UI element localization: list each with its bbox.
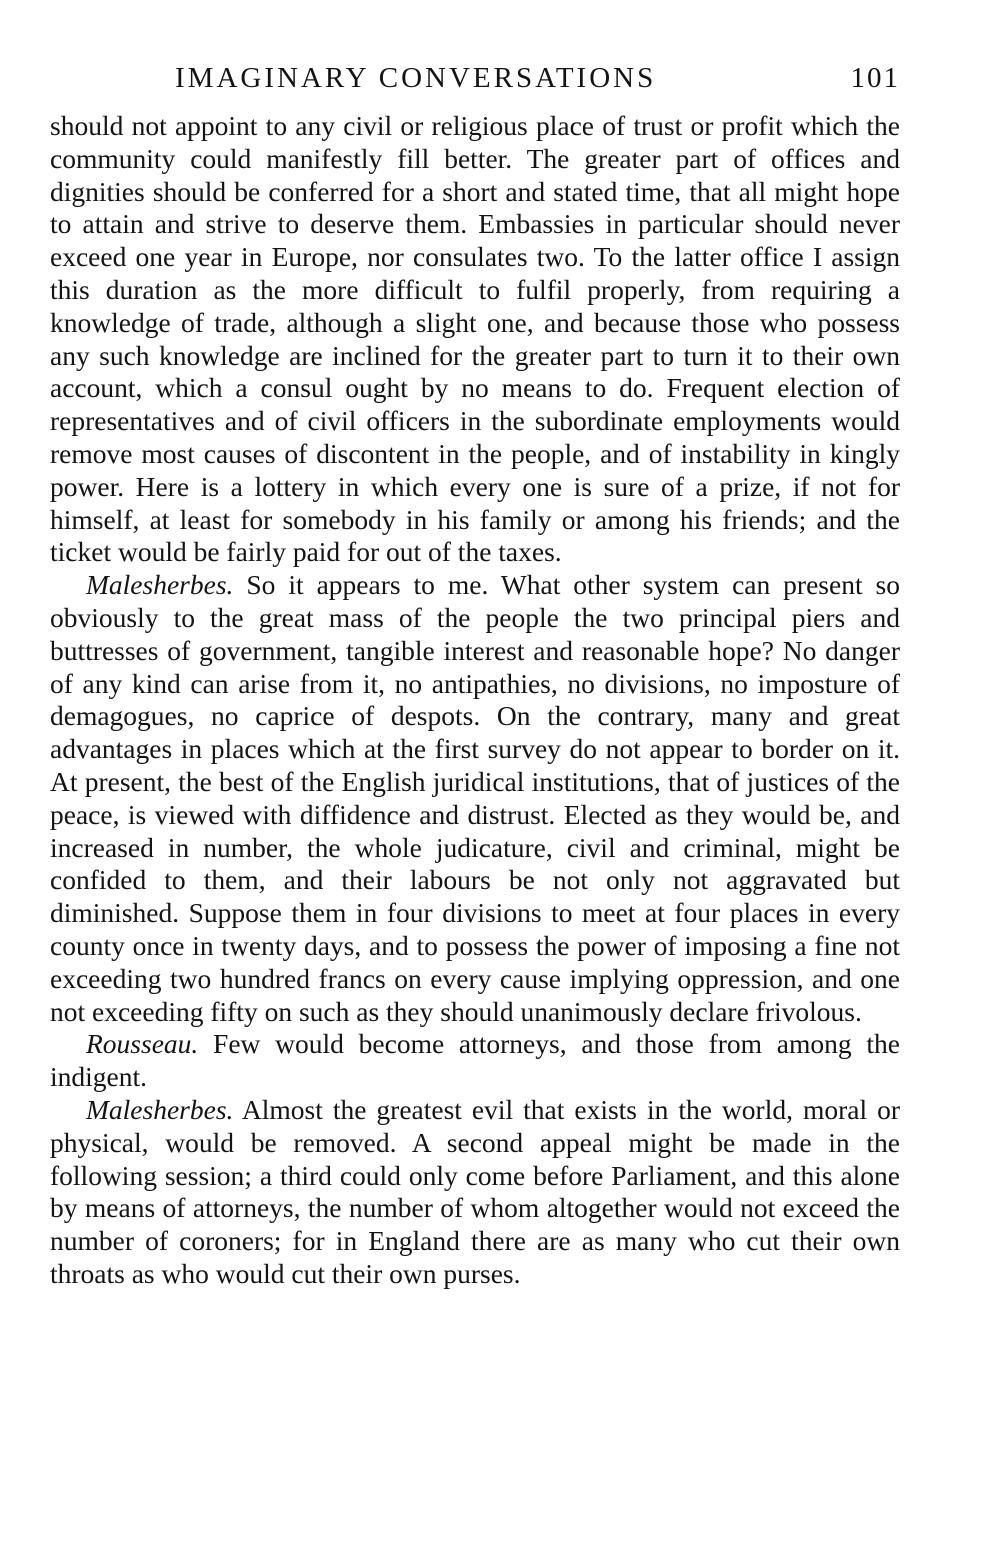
- paragraph: [50, 1094, 900, 1291]
- page-number: 101: [850, 62, 900, 94]
- paragraph-text: So it appears to me. What other system can present so obviously to the great mass of the people the two principal piers and buttresses of government, tangible interest and reasonable hope? No danger of any kind can arise from it, no antipathies, no divisions, no imposture of demagogues, no caprice of despots. On the contrary, many and great advantages in places which at the first survey do not appear to border on it. At present, the best of the English juridical institutions, that of justices of the peace, is viewed with diffidence and distrust. Elected as they would be, and increased in number, the whole judicature, civil and criminal, might be confided to them, and their labours be not only not aggravated but diminished. Suppose them in four divisions to meet at four places in every county once in twenty days, and to possess the power of imposing a fine not exceeding two hundred francs on every cause implying oppression, and one not exceeding fifty on such as they should unanimously declare frivolous.: [50, 569, 901, 1027]
- paragraph: [50, 569, 900, 1028]
- paragraph-text: Few would become attorneys, and those from among the indigent.: [50, 1028, 900, 1093]
- paragraph: [50, 1028, 900, 1094]
- body-text: [50, 110, 900, 1291]
- speaker-name: Malesherbes.: [86, 1093, 234, 1125]
- running-title: IMAGINARY CONVERSATIONS: [175, 62, 657, 94]
- paragraph-text: should not appoint to any civil or religious place of trust or profit which the community could manifestly fill better. The greater part of offices and dignities should be conferred for a short and stated time, that all might hope to attain and strive to deserve them. Embassies in particular should never exceed one year in Europe, nor consulates two. To the latter office I assign this duration as the more difficult to fulfil properly, from requiring a knowledge of trade, although a slight one, and because those who possess any such knowledge are inclined for the greater part to turn it to their own account, which a consul ought by no means to do. Frequent election of representatives and of civil officers in the subordinate employments would remove most causes of discontent in the people, and of instability in kingly power. Here is a lottery in which every one is sure of a prize, if not for himself, at least for somebody in his family or among his friends; and the ticket would be fairly paid for out of the taxes.: [50, 110, 900, 568]
- speaker-name: Malesherbes.: [86, 569, 234, 601]
- book-page: [50, 58, 900, 1291]
- paragraph: [50, 110, 900, 569]
- paragraph-text: Almost the greatest evil that exists in the world, moral or physical, would be removed. A second appeal might be made in the following session; a third could only come before Parliament, and this alone by means of attorneys, the number of whom altogether would not exceed the number of coroners; for in England there are as many who cut their own throats as who would cut their own purses.: [50, 1093, 900, 1289]
- speaker-name: Rousseau.: [86, 1028, 199, 1060]
- page-header: [50, 58, 900, 98]
